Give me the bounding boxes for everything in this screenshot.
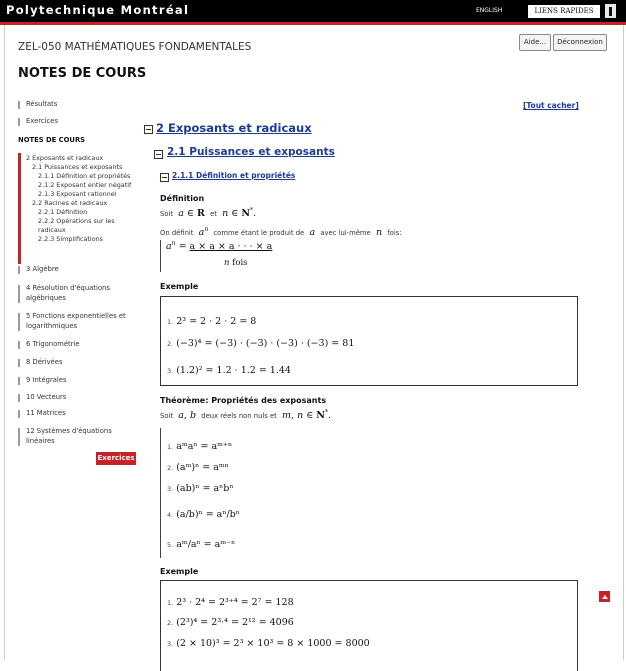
example-2-formula-3: (2 × 10)³ = 2³ × 10³ = 8 × 1000 = 8000: [176, 638, 370, 649]
property-formula-1: aᵐaⁿ = aᵐ⁺ⁿ: [176, 441, 233, 452]
sidebar-item-chapter-2[interactable]: 2 Exposants et radicaux: [26, 154, 104, 162]
theorem-rule: [160, 428, 161, 558]
example-2-formula-1: 2³ · 2⁴ = 2³⁺⁴ = 2⁷ = 128: [176, 597, 294, 608]
property-formula-4: (a/b)ⁿ = aⁿ/bⁿ: [176, 509, 240, 520]
property-3: 3. (ab)ⁿ = aⁿbⁿ: [167, 483, 234, 494]
sidebar-item-chapter-6[interactable]: 6 Trigonométrie: [26, 340, 80, 348]
property-4: 4. (a/b)ⁿ = aⁿ/bⁿ: [167, 509, 240, 520]
definition-sentence-1: [160, 207, 256, 219]
theorem-label: Théorème: Propriétés des exposants: [160, 396, 327, 405]
course-title: ZEL-050 MATHÉMATIQUES FONDAMENTALES: [18, 41, 252, 53]
section-heading-2-1[interactable]: 2.1 Puissances et exposants: [167, 146, 335, 158]
example-1-item-2: 2. (−3)⁴ = (−3) · (−3) · (−3) · (−3) = 81: [167, 338, 355, 349]
formula-a-in-r: a ∈ R: [178, 208, 205, 220]
sidebar-bullet: [18, 101, 20, 109]
formula-m-n-in-n: m, n ∈ N*.: [282, 409, 332, 422]
example-1-item-1: 1. 2³ = 2 · 2 · 2 = 8: [167, 316, 257, 327]
sidebar-item-chapter-11[interactable]: 11 Matrices: [26, 409, 66, 417]
quick-links-icon[interactable]: [605, 4, 616, 18]
theorem-soit-text: Soit: [160, 412, 174, 421]
top-bar: [0, 0, 626, 22]
definition-underbrace-label: n fois: [224, 258, 248, 268]
sidebar-item-chapter-10[interactable]: 10 Vecteurs: [26, 393, 67, 401]
sidebar-item-2-2-2[interactable]: 2.2.2 Opérations sur les: [38, 217, 115, 225]
fois-text: fois: [387, 229, 400, 238]
help-button[interactable]: Aide...: [519, 34, 551, 51]
sidebar-bullet: [18, 428, 20, 446]
formula-a-n: $a^n$: [198, 226, 209, 239]
sidebar-item-2-2-2-cont[interactable]: radicaux: [38, 226, 66, 234]
example-1-formula-1: 2³ = 2 · 2 · 2 = 8: [176, 316, 257, 327]
comme-etant-text: comme étant le produit de: [213, 229, 305, 238]
definition-rule: [160, 240, 161, 272]
sidebar-item-chapter-12[interactable]: 12 Systèmes d'équations: [26, 427, 112, 435]
sidebar-item-chapter-4-cont[interactable]: algébriques: [26, 294, 66, 302]
definition-label: Définition: [160, 194, 205, 203]
exercises-button[interactable]: Exercices: [96, 452, 136, 465]
language-link[interactable]: ENGLISH: [476, 7, 503, 14]
formula-a: a: [309, 227, 316, 239]
page-title: NOTES DE COURS: [18, 66, 147, 81]
example-1-item-3: 3. (1.2)² = 1.2 · 1.2 = 1.44: [167, 365, 291, 376]
example-1-formula-3: (1.2)² = 1.2 · 1.2 = 1.44: [176, 365, 291, 376]
sidebar-item-chapter-3[interactable]: 3 Algèbre: [26, 265, 59, 273]
definition-sentence-2: On définit $a^n$ comme étant le produit de a avec lui-même n fois:: [160, 226, 402, 239]
active-chapter-marker: [18, 153, 21, 264]
soit-text: Soit: [160, 210, 174, 219]
sidebar-item-resultats[interactable]: Résultats: [26, 100, 58, 108]
sidebar-bullet: [18, 410, 20, 418]
example-2-item-3: 3. (2 × 10)³ = 2³ × 10³ = 8 × 1000 = 8000: [167, 638, 370, 649]
collapse-section-2-1-1-icon[interactable]: [160, 173, 169, 182]
example-2-item-2: 2. (2³)⁴ = 2³·⁴ = 2¹² = 4096: [167, 617, 294, 628]
on-definit-text: On définit: [160, 229, 194, 238]
hide-all-link[interactable]: [Tout cacher]: [523, 101, 579, 110]
sidebar-bullet: [18, 394, 20, 402]
section-heading-2[interactable]: 2 Exposants et radicaux: [156, 121, 312, 135]
sidebar-item-2-1[interactable]: 2.1 Puissances et exposants: [32, 163, 123, 171]
collapse-section-2-icon[interactable]: [144, 125, 153, 134]
collapse-section-2-1-icon[interactable]: [154, 150, 163, 159]
section-heading-2-1-1[interactable]: 2.1.1 Définition et propriétés: [172, 171, 296, 180]
sidebar-item-chapter-5-cont[interactable]: logarithmiques: [26, 322, 78, 330]
fois-underbrace-text: fois: [232, 258, 248, 268]
example-2-label: Exemple: [160, 567, 199, 576]
sidebar-item-2-2-1[interactable]: 2.2.1 Définition: [38, 208, 88, 216]
property-2: 2. (aᵐ)ⁿ = aᵐⁿ: [167, 462, 229, 473]
sidebar-item-chapter-12-cont[interactable]: linéaires: [26, 437, 55, 445]
sidebar-bullet: [18, 341, 20, 349]
property-5: 5. aᵐ/aⁿ = aᵐ⁻ⁿ: [167, 539, 236, 550]
formula-n-in-n: n ∈ N*.: [222, 207, 257, 220]
sidebar-bullet: [18, 359, 20, 367]
avec-lui-meme-text: avec lui-même: [320, 229, 371, 238]
sidebar-bullet: [18, 313, 20, 331]
theorem-sentence: [160, 409, 331, 421]
scroll-to-top-icon[interactable]: [599, 591, 610, 602]
logout-button[interactable]: Déconnexion: [553, 34, 607, 51]
brand-logo[interactable]: Polytechnique Montréal: [6, 3, 190, 17]
sidebar-bullet: [18, 118, 20, 126]
sidebar-item-2-1-1[interactable]: 2.1.1 Définition et propriétés: [38, 172, 131, 180]
theorem-mid-text: deux réels non nuls et: [201, 412, 277, 421]
property-formula-2: (aᵐ)ⁿ = aᵐⁿ: [176, 462, 229, 473]
example-1-formula-2: (−3)⁴ = (−3) · (−3) · (−3) · (−3) = 81: [176, 338, 355, 349]
property-1: 1. aᵐaⁿ = aᵐ⁺ⁿ: [167, 441, 233, 452]
sidebar-bullet: [18, 285, 20, 303]
definition-formula: $a^n = a \times a \times a$ · · · × a: [166, 240, 273, 253]
example-2-item-1: 1. 2³ · 2⁴ = 2³⁺⁴ = 2⁷ = 128: [167, 597, 294, 608]
quick-links-menu[interactable]: LIENS RAPIDES: [528, 5, 600, 18]
example-2-formula-2: (2³)⁴ = 2³·⁴ = 2¹² = 4096: [176, 617, 294, 628]
et-text: et: [210, 210, 217, 219]
sidebar-item-chapter-5[interactable]: 5 Fonctions exponentielles et: [26, 312, 126, 320]
property-formula-3: (ab)ⁿ = aⁿbⁿ: [176, 483, 234, 494]
sidebar-item-2-2-3[interactable]: 2.2.3 Simplifications: [38, 235, 103, 243]
sidebar-notes-header: NOTES DE COURS: [18, 136, 86, 144]
example-label: Exemple: [160, 282, 199, 291]
sidebar-item-chapter-4[interactable]: 4 Résolution d'équations: [26, 284, 110, 292]
sidebar-item-chapter-9[interactable]: 9 Intégrales: [26, 376, 67, 384]
sidebar-item-chapter-8[interactable]: 8 Dérivées: [26, 358, 63, 366]
sidebar-item-2-2[interactable]: 2.2 Racines et radicaux: [32, 199, 108, 207]
formula-n: n: [375, 227, 383, 239]
sidebar-bullet: [18, 377, 20, 385]
sidebar-item-exercices[interactable]: Exercices: [26, 117, 59, 125]
formula-a-b: a, b: [178, 410, 197, 422]
property-formula-5: aᵐ/aⁿ = aᵐ⁻ⁿ: [176, 539, 236, 550]
sidebar-bullet: [18, 266, 20, 274]
sidebar-item-2-1-3[interactable]: 2.1.3 Exposant rationnel: [38, 190, 117, 198]
sidebar-item-2-1-2[interactable]: 2.1.2 Exposant entier négatif: [38, 181, 132, 189]
